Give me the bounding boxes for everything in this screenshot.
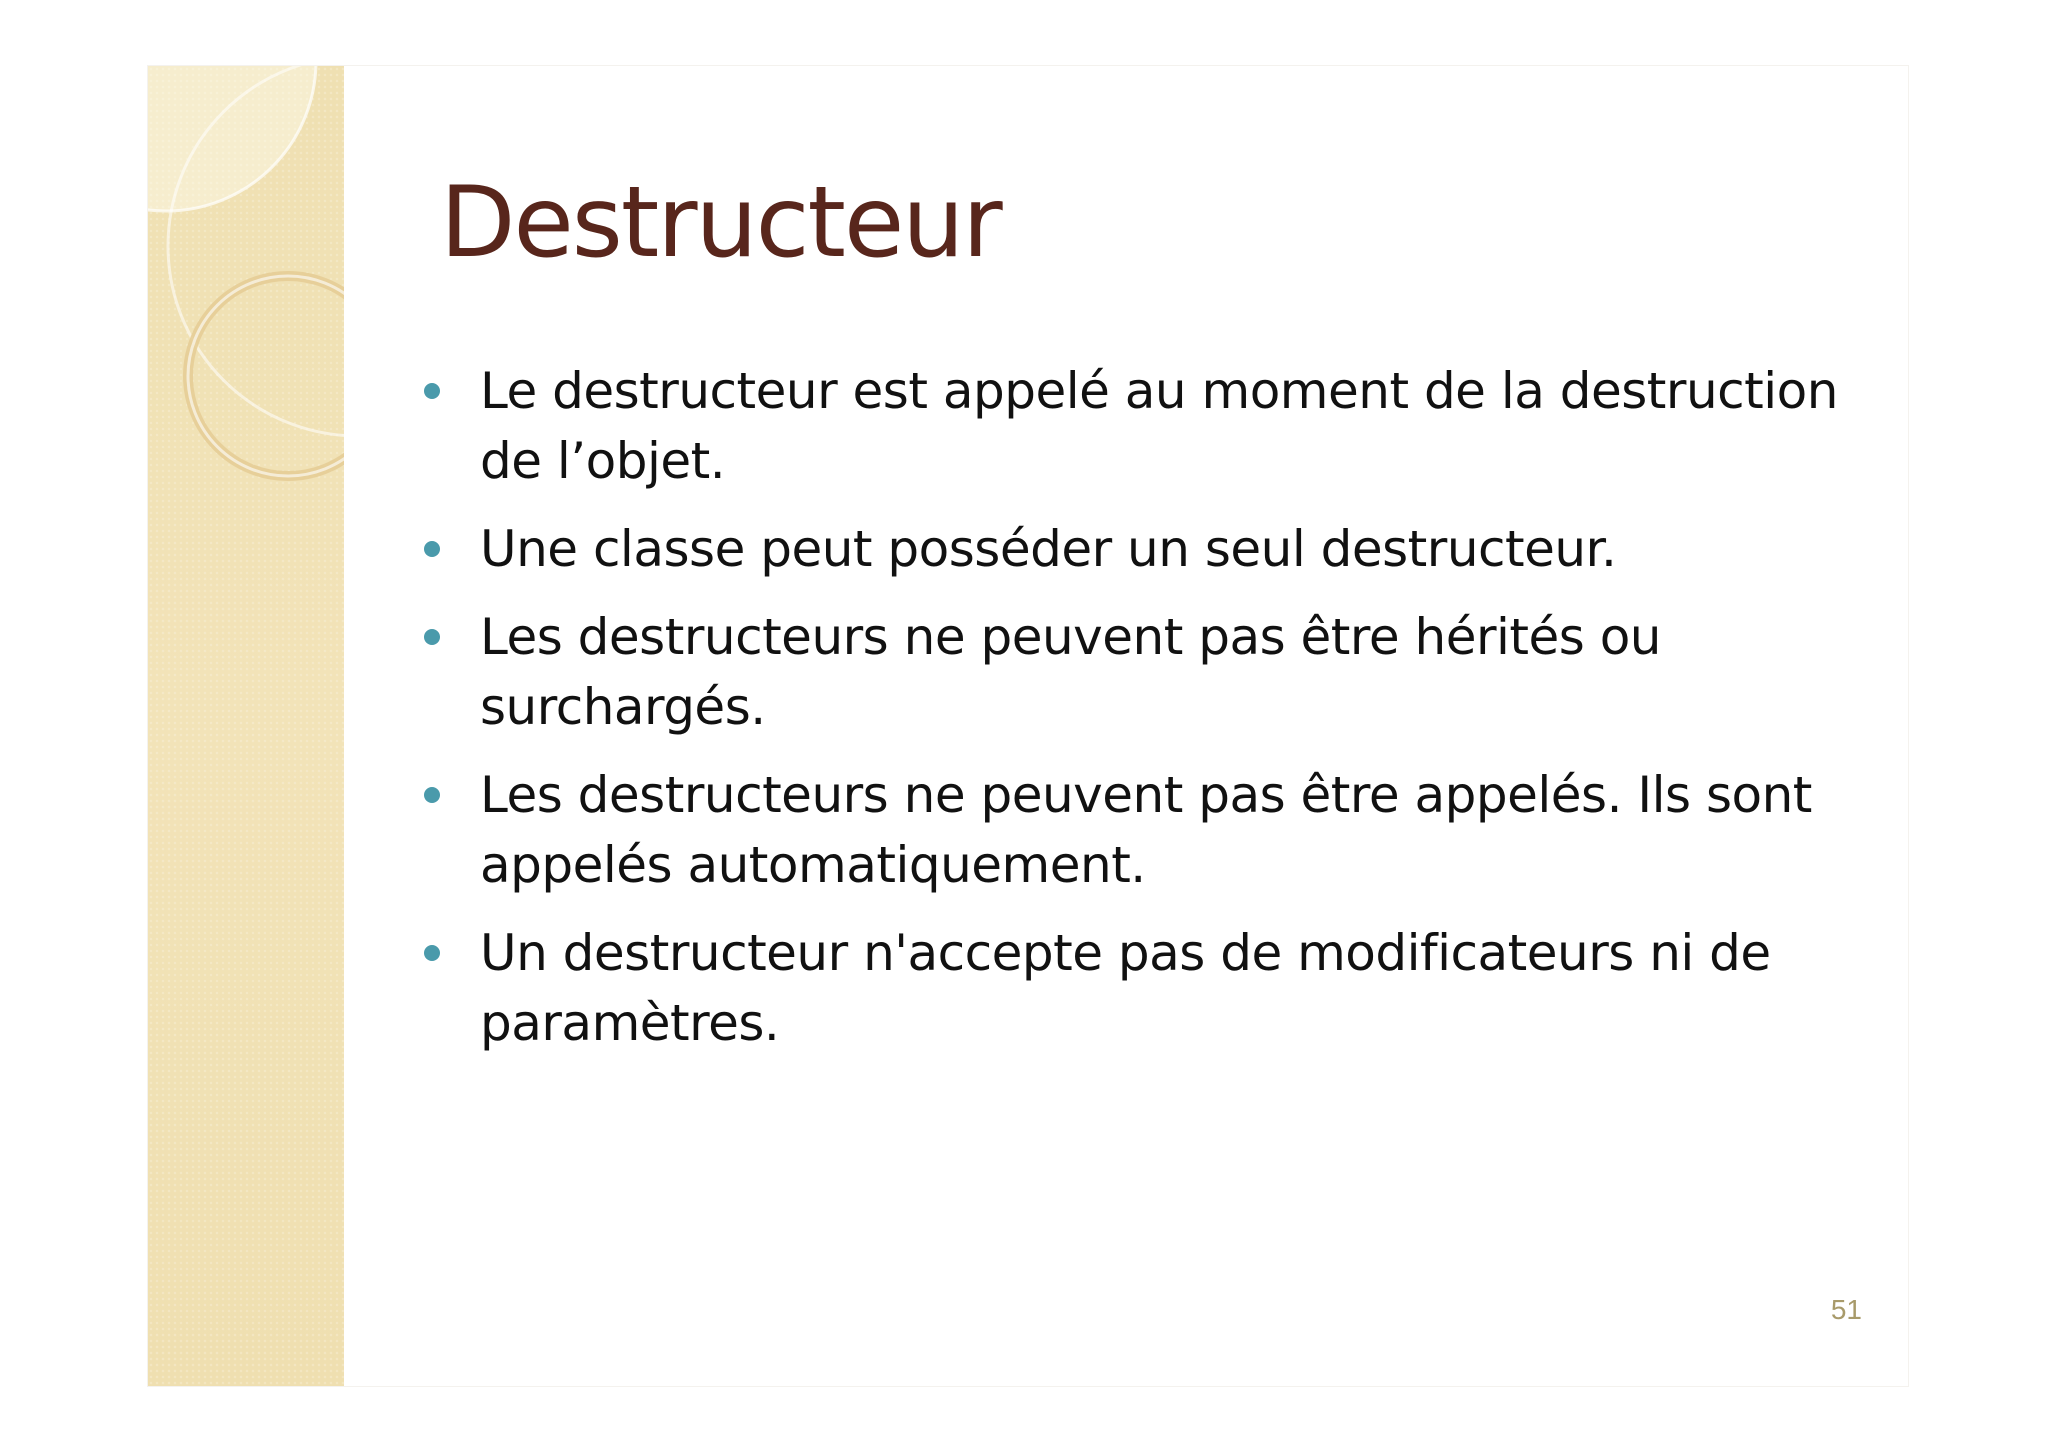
- bullet-dot-icon: [424, 541, 440, 557]
- bullet-text: Un destructeur n'accepte pas de modificateurs ni de paramètres.: [480, 924, 1771, 1052]
- list-item: [420, 356, 1850, 496]
- list-item: [420, 602, 1850, 742]
- bullet-dot-icon: [424, 383, 440, 399]
- bullet-dot-icon: [424, 787, 440, 803]
- bullet-text: Une classe peut posséder un seul destructeur.: [480, 520, 1617, 578]
- bullet-text: Le destructeur est appelé au moment de la destruction de l’objet.: [480, 362, 1838, 490]
- slide-title: Destructeur: [440, 166, 1001, 280]
- bullet-list: [420, 356, 1850, 1076]
- bullet-text: Les destructeurs ne peuvent pas être hérités ou surchargés.: [480, 608, 1661, 736]
- list-item: [420, 514, 1850, 584]
- list-item: [420, 918, 1850, 1058]
- decorative-sidebar: [148, 66, 344, 1386]
- bullet-text: Les destructeurs ne peuvent pas être appelés. Ils sont appelés automatiquement.: [480, 766, 1812, 894]
- bullet-dot-icon: [424, 629, 440, 645]
- list-item: [420, 760, 1850, 900]
- decorative-circles-icon: [148, 66, 344, 586]
- slide: [148, 66, 1908, 1386]
- bullet-dot-icon: [424, 945, 440, 961]
- slide-number: 51: [1830, 1294, 1862, 1325]
